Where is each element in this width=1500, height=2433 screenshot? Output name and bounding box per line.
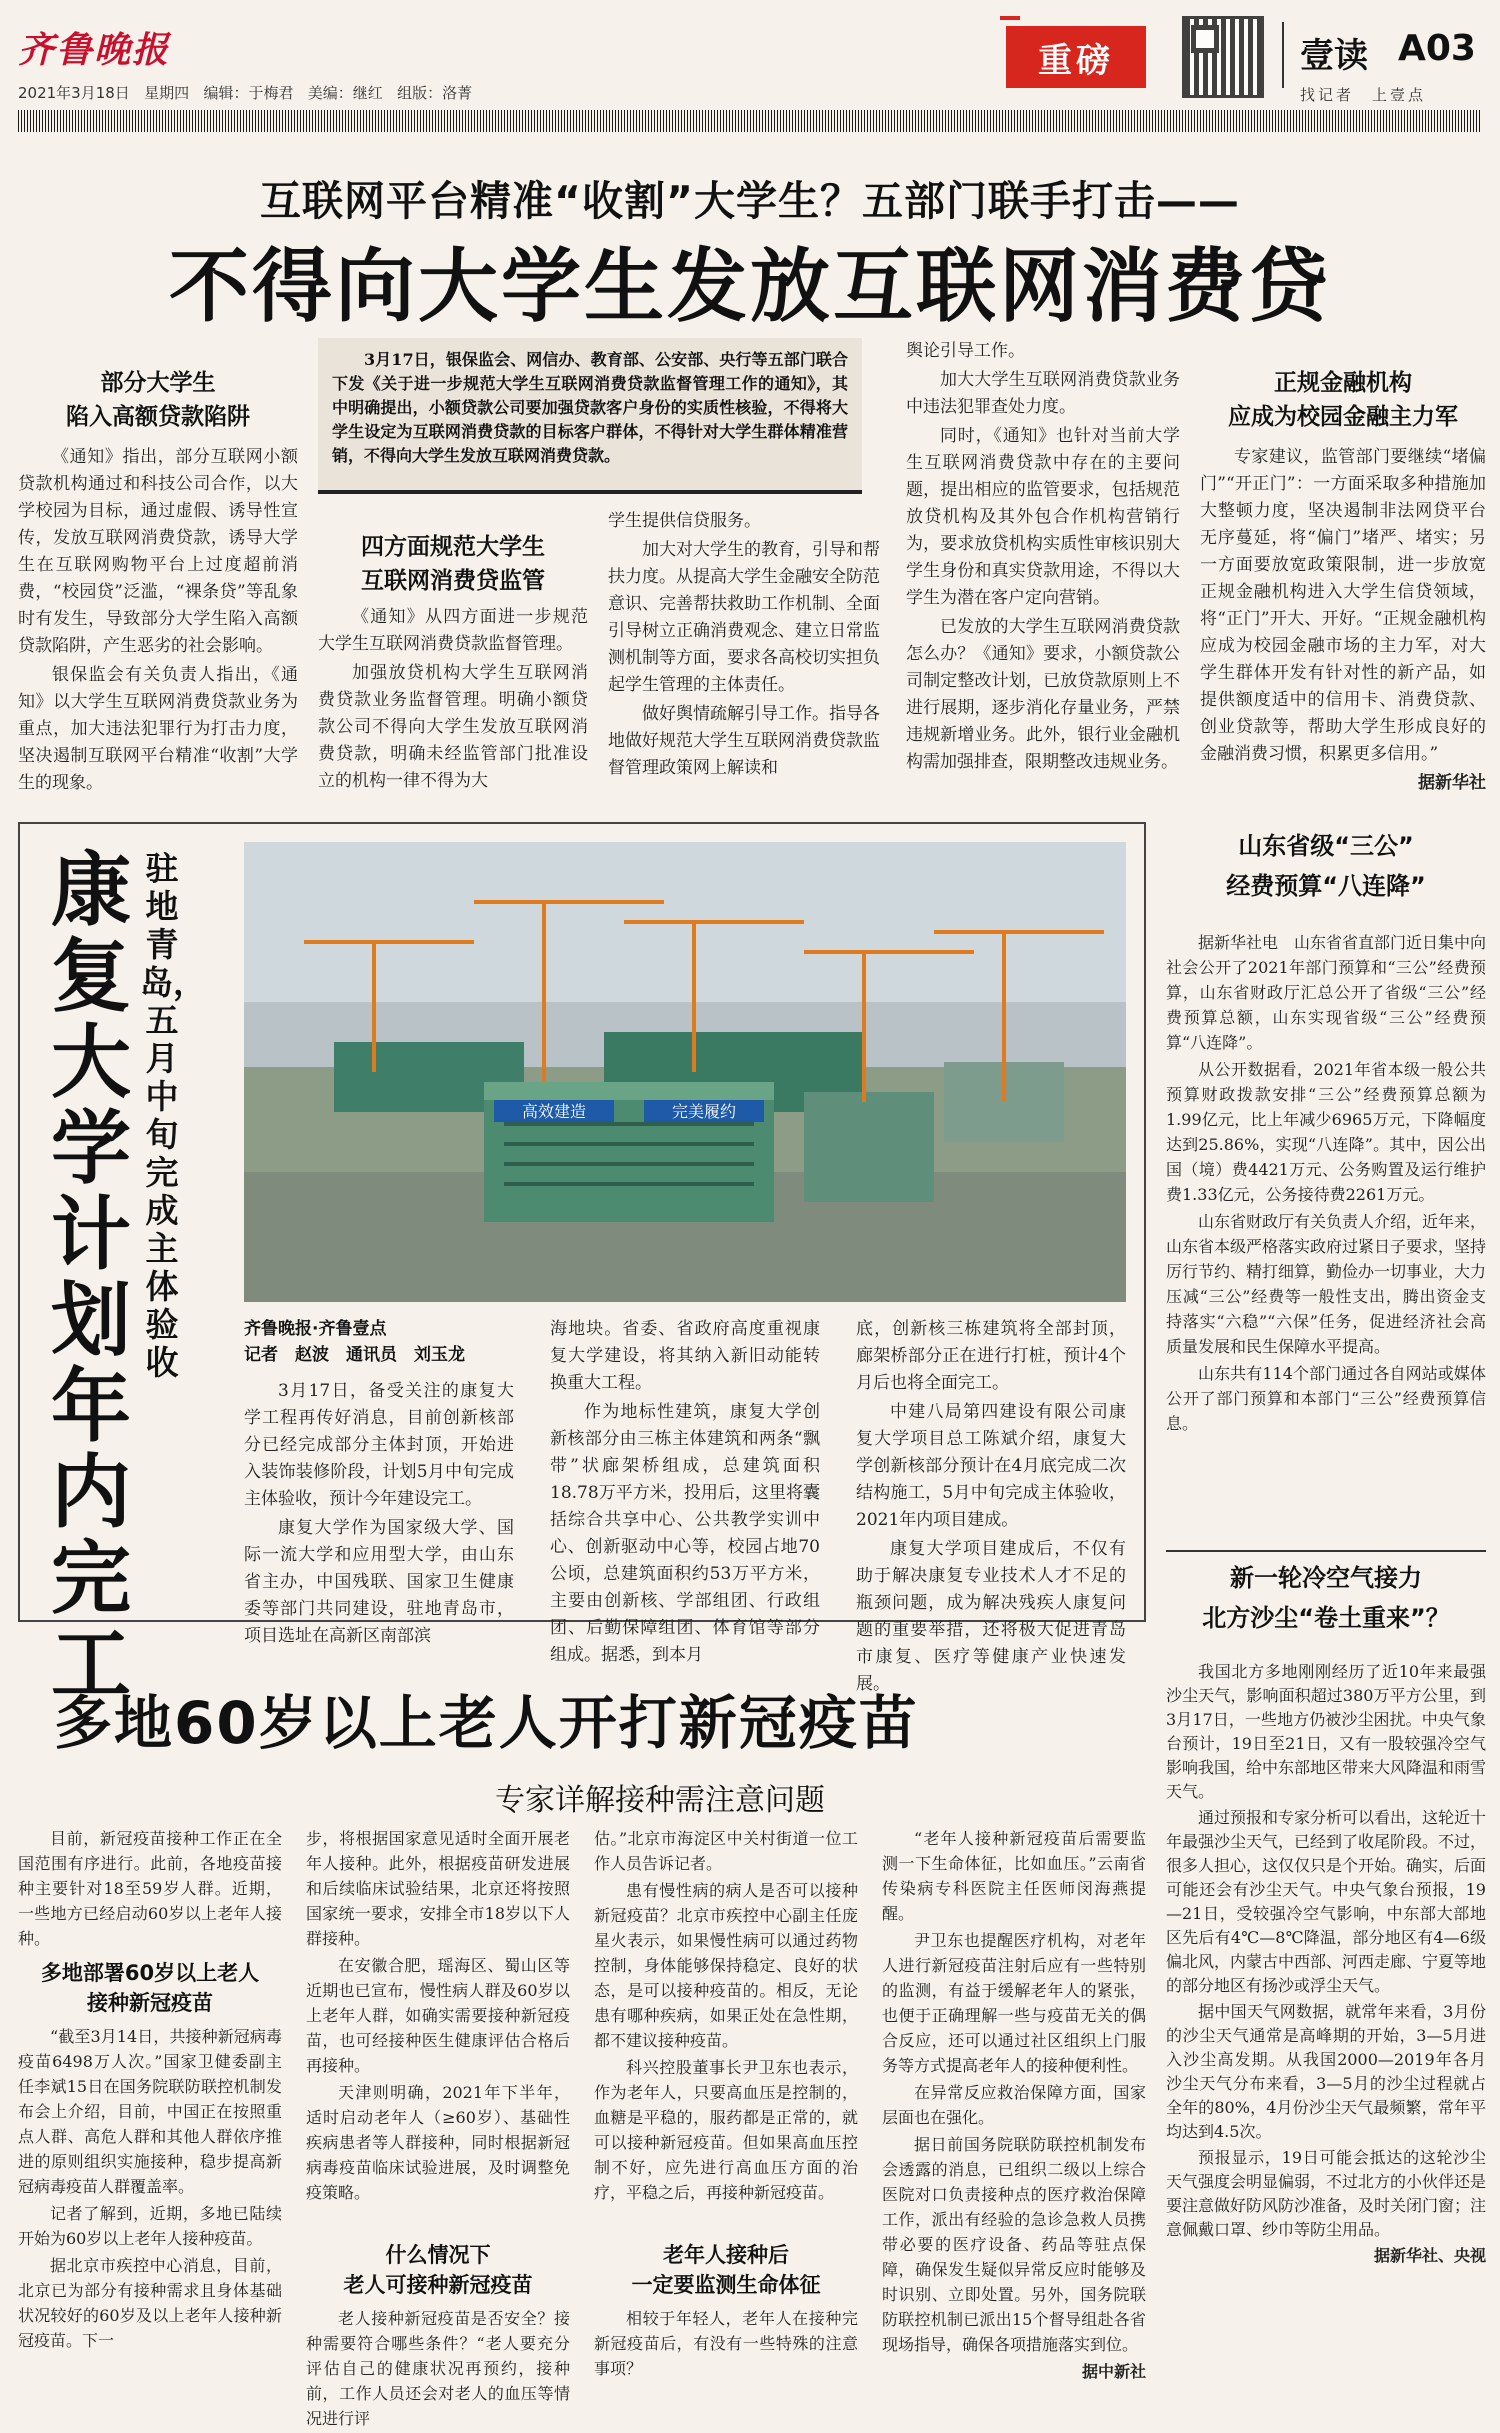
paragraph: “截至3月14日，共接种新冠病毒疫苗6498万人次。”国家卫健委副主任李斌15日在国务院联防联控机制发布会上介绍，目前，中国正在按照重点人群、高危人群和其他人群依序推进的原则组织实施接种，稳步提高新冠病毒疫苗人群覆盖率。 bbox=[18, 2027, 282, 2196]
masthead-divider bbox=[1282, 22, 1284, 88]
paragraph: 山东省财政厅有关负责人介绍，近年来，山东省本级严格落实政府过紧日子要求，坚持厉行节约、精打细算，勤俭办一切事业，大力压减“三公”经费等一般性支出，腾出资金支持落实“六稳”“六保”任务，促进经济社会高质量发展和民生保障水平提高。 bbox=[1166, 1212, 1487, 1356]
news-source: 据新华社、央视 bbox=[1373, 2246, 1486, 2265]
photo-sign-right: 完美履约 bbox=[671, 1102, 737, 1121]
lead-col1-body bbox=[18, 444, 298, 799]
construction-photo bbox=[244, 842, 1126, 1302]
lead-col5-subhead bbox=[1200, 366, 1486, 434]
subhead-line: 老年人接种后 bbox=[663, 2243, 789, 2267]
dateline bbox=[18, 82, 472, 103]
vaccine-col3-body-2 bbox=[594, 2306, 858, 2383]
page-number: A03 bbox=[1398, 28, 1476, 69]
vaccine-col3-body bbox=[594, 1826, 858, 2207]
sidebar-title-line: 经费预算“八连降” bbox=[1226, 872, 1426, 900]
paragraph: 我国北方多地刚刚经历了近10年来最强沙尘天气，影响面积超过380万平方公里，到3月17日，一些地方仍被沙尘困扰。中央气象台预计，19日至21日，又有一股较强冷空气影响我国，给中东部地区带来大风降温和雨雪天气。 bbox=[1166, 1662, 1487, 1801]
photo-sign-left: 高效建造 bbox=[521, 1102, 587, 1121]
sidebar-title-line: 山东省级“三公” bbox=[1238, 832, 1414, 860]
editor-credit: 编辑：于梅君 bbox=[203, 84, 294, 102]
paragraph: 专家建议，监管部门要继续“堵偏门”“开正门”：一方面采取多种措施加大整顿力度，坚决遏制非法网贷平台无序蔓延，将“偏门”堵严、堵实；另一方面要放宽政策限制，进一步放宽正规金融机构进入大学生信贷领域，将“正门”开大、开好。“正规金融机构应成为校园金融市场的主力军，对大学生群体开发有针对性的新产品，如提供额度适中的信用卡、消费贷款、创业贷款等，帮助大学生形成良好的金融消费习惯，积累更多信用。” bbox=[1200, 447, 1486, 764]
paragraph: 加大对大学生的教育，引导和帮扶力度。从提高大学生金融安全防范意识、完善帮扶救助工作机制、全面引导树立正确消费观念、建立日常监测机制等方面，要求各高校切实担负起学生管理的主体责任。 bbox=[608, 540, 880, 695]
issue-date: 2021年3月18日 bbox=[18, 84, 130, 102]
paragraph: 步，将根据国家意见适时全面开展老年人接种。此外，根据疫苗研发进展和后续临床试验结果，北京还将按照国家统一要求，安排全市18岁以下人群接种。 bbox=[306, 1829, 570, 1948]
byline-outlet: 齐鲁晚报·齐鲁壹点 bbox=[244, 1319, 387, 1339]
paragraph: 康复大学项目建成后，不仅有助于解决康复专业技术人才不足的瓶颈问题，成为解决残疾人康复问题的重要举措，还将极大促进青岛市康复、医疗等健康产业快速发展。 bbox=[856, 1539, 1126, 1694]
paragraph: 在安徽合肥，瑶海区、蜀山区等近期也已宣布，慢性病人群及60岁以上老年人群，如确实需要接种新冠疫苗，也可经接种医生健康评估合格后再接种。 bbox=[306, 1956, 570, 2075]
paragraph: 据中国天气网数据，就常年来看，3月份的沙尘天气通常是高峰期的开始，3—5月进入沙尘高发期。从我国2000—2019年各月沙尘天气分布来看，3—5月的沙尘过程就占全年的80%，4月份沙尘天气最频繁，常年平均达到4.5次。 bbox=[1166, 2002, 1486, 2141]
byline-reporters: 记者 赵波 通讯员 刘玉龙 bbox=[244, 1345, 465, 1365]
vaccine-col1-subhead bbox=[18, 1958, 282, 2018]
lead-col1-subhead bbox=[18, 366, 298, 434]
subhead-line: 正规金融机构 bbox=[1274, 370, 1412, 396]
lead-col5-body bbox=[1200, 444, 1486, 799]
paragraph: 银保监会有关负责人指出，《通知》以大学生互联网消费贷款业务为重点，加大违法犯罪行为打击力度，坚决遏制互联网平台精准“收割”大学生的现象。 bbox=[18, 665, 298, 793]
news-source: 据中新社 bbox=[1081, 2362, 1146, 2381]
feature-title: 康复大学计划年内完工 bbox=[51, 844, 131, 1711]
feature-col1-body bbox=[244, 1378, 514, 1652]
paragraph: 加大大学生互联网消费贷款业务中违法犯罪查处力度。 bbox=[906, 370, 1180, 417]
paragraph: 中建八局第四建设有限公司康复大学项目总工陈斌介绍，康复大学创新核部分预计在4月底完成二次结构施工，5月中旬完成主体验收，2021年内项目建成。 bbox=[856, 1402, 1126, 1530]
lead-col3-body bbox=[608, 508, 880, 784]
lead-col2-subhead bbox=[318, 530, 588, 598]
paragraph: 目前，新冠疫苗接种工作正在全国范围有序进行。此前，各地疫苗接种主要针对18至59岁人群。近期，一些地方已经启动60岁以上老年人接种。 bbox=[18, 1829, 282, 1948]
paragraph: 天津则明确，2021年下半年，适时启动老年人（≥60岁）、基础性疾病患者等人群接种，同时根据新冠病毒疫苗临床试验进展，及时调整免疫策略。 bbox=[306, 2083, 570, 2202]
paragraph: 据北京市疾控中心消息，目前，北京已为部分有接种需求且身体基础状况较好的60岁及以上老年人接种新冠疫苗。下一 bbox=[18, 2256, 282, 2350]
vaccine-col3-subhead bbox=[594, 2240, 858, 2300]
sidebar-title-line: 新一轮冷空气接力 bbox=[1230, 1564, 1422, 1592]
feature-col3-body bbox=[856, 1316, 1126, 1700]
section-tag-accent bbox=[1000, 16, 1020, 20]
lead-col4-body bbox=[906, 338, 1180, 778]
news-source: 据新华社 bbox=[1418, 773, 1486, 793]
paragraph: 相较于年轻人，老年人在接种完新冠疫苗后，有没有一些特殊的注意事项？ bbox=[594, 2309, 858, 2378]
vaccine-col2-subhead bbox=[306, 2240, 570, 2300]
paragraph: 舆论引导工作。 bbox=[906, 341, 1025, 361]
paragraph: 患有慢性病的病人是否可以接种新冠疫苗？北京市疾控中心副主任庞星火表示，如果慢性病可以通过药物控制，身体能够保持稳定、良好的状态，是可以接种疫苗的。相反，无论患有哪种疾病，如果正处在急性期，都不建议接种疫苗。 bbox=[594, 1881, 858, 2050]
paragraph: 作为地标性建筑，康复大学创新核部分由三栋主体建筑和两条“飘带”状廊架桥组成，总建筑面积18.78万平方米，投用后，这里将囊括综合共享中心、公共教学实训中心、创新驱动中心等，校园占地70公顷，总建筑面积约53万平方米，主要由创新核、学部组团、行政组团、后勤保障组团、体育馆等部分组成。据悉，到本月 bbox=[550, 1402, 820, 1665]
paragraph: 山东共有114个部门通过各自网站或媒体公开了部门预算和本部门“三公”经费预算信息。 bbox=[1166, 1364, 1486, 1433]
paragraph: 据日前国务院联防联控机制发布会透露的消息，已组织二级以上综合医院对口负责接种点的医疗救治保障工作，派出有经验的急诊急救人员携带必要的医疗设备、药品等驻点保障，确保发生疑似异常反应时能够及时识别、立即处置。另外，国务院联防联控机制已派出15个督导组赴各省现场指导，确保各项措施落实到位。 bbox=[882, 2135, 1146, 2354]
feature-byline bbox=[244, 1316, 544, 1368]
paragraph: 记者了解到，近期，多地已陆续开始为60岁以上老年人接种疫苗。 bbox=[18, 2204, 282, 2248]
paragraph: 已发放的大学生互联网消费贷款怎么办？《通知》要求，小额贷款公司制定整改计划，已放贷款原则上不进行展期，逐步消化存量业务，严禁违规新增业务。此外，银行业金融机构需加强排查，限期整改违规业务。 bbox=[906, 617, 1180, 772]
page-section-name: 壹读 bbox=[1300, 36, 1368, 76]
issue-weekday: 星期四 bbox=[144, 84, 190, 102]
paragraph: 预报显示，19日可能会抵达的这轮沙尘天气强度会明显偏弱，不过北方的小伙伴还是要注意做好防风防沙准备，及时关闭门窗；注意佩戴口罩、纱巾等防尘用品。 bbox=[1166, 2148, 1487, 2239]
paragraph: 康复大学作为国家级大学、国际一流大学和应用型大学，由山东省主办，中国残联、国家卫生健康委等部门共同建设，驻地青岛市，项目选址在高新区南部滨 bbox=[244, 1518, 514, 1646]
section-tag: 重磅 bbox=[1006, 26, 1146, 88]
paragraph: “老年人接种新冠疫苗后需要监测一下生命体征，比如血压。”云南省传染病专科医院主任医师闵海燕提醒。 bbox=[882, 1829, 1146, 1923]
subhead-line: 部分大学生 bbox=[100, 370, 216, 396]
construction-illustration bbox=[244, 842, 1126, 1302]
sidebar-top-body bbox=[1166, 930, 1486, 1438]
subhead-line: 多地部署60岁以上老人 bbox=[40, 1961, 260, 1985]
qr-code-icon[interactable] bbox=[1182, 16, 1264, 98]
paragraph: 科兴控股董事长尹卫东也表示，作为老年人，只要高血压是控制的，血糖是平稳的，服药都是正常的，就可以接种新冠疫苗。但如果高血压控制不好，应先进行高血压方面的治疗，平稳之后，再接种新冠疫苗。 bbox=[594, 2058, 858, 2202]
lead-headline: 不得向大学生发放互联网消费贷 bbox=[169, 240, 1331, 333]
lead-kicker: 互联网平台精准“收割”大学生？五部门联手打击—— bbox=[260, 177, 1240, 225]
paragraph: 在异常反应救治保障方面，国家层面也在强化。 bbox=[882, 2083, 1146, 2127]
vaccine-col2-body bbox=[306, 1826, 570, 2207]
vaccine-col1-body bbox=[18, 1826, 282, 1953]
paragraph: 同时，《通知》也针对当前大学生互联网消费贷款中存在的主要问题，提出相应的监管要求，包括规范放贷机构及其外包合作机构营销行为，要求放贷机构实质性审核识别大学生身份和真实贷款用途，不得以大学生为潜在客户定向营销。 bbox=[906, 426, 1180, 608]
paragraph: 尹卫东也提醒医疗机构，对老年人进行新冠疫苗注射后应有一些特别的监测，有益于缓解老年人的紧张，也便于正确理解一些与疫苗无关的偶合反应，还可以通过社区组织上门服务等方式提高老年人的接种便利性。 bbox=[882, 1931, 1146, 2075]
layout-credit: 组版：洛菁 bbox=[397, 84, 473, 102]
subhead-line: 陷入高额贷款陷阱 bbox=[66, 404, 250, 430]
paragraph: 据新华社电 山东省省直部门近日集中向社会公开了2021年部门预算和“三公”经费预算，山东省财政厅汇总公开了省级“三公”经费预算总额，山东实现省级“三公”经费预算“八连降”。 bbox=[1166, 933, 1487, 1052]
lead-intro: 3月17日，银保监会、网信办、教育部、公安部、央行等五部门联合下发《关于进一步规范大学生互联网消费贷款监督管理工作的通知》，其中明确提出，小额贷款公司要加强贷款客户身份的实质性核验，不得将大学生设定为互联网消费贷款的目标客户群体，不得针对大学生群体精准营销，不得向大学生发放互联网消费贷款。 bbox=[318, 338, 862, 492]
newspaper-logo: 齐鲁晚报 bbox=[18, 29, 171, 71]
paragraph: 学生提供信贷服务。 bbox=[608, 511, 761, 531]
lead-intro-rule bbox=[318, 490, 862, 494]
paragraph: 《通知》指出，部分互联网小额贷款机构通过和科技公司合作，以大学校园为目标，通过虚假、诱导性宣传，发放互联网消费贷款，诱导大学生在互联网购物平台上过度超前消费，“校园贷”泛滥，“裸条贷”等乱象时有发生，导致部分大学生陷入高额贷款陷阱，产生恶劣的社会影响。 bbox=[18, 447, 298, 656]
subhead-line: 一定要监测生命体征 bbox=[631, 2273, 821, 2297]
vaccine-col4-body bbox=[882, 1826, 1146, 2386]
paragraph: 加强放贷机构大学生互联网消费贷款业务监督管理。明确小额贷款公司不得向大学生发放互联网消费贷款，明确未经监管部门批准设立的机构一律不得为大 bbox=[318, 663, 588, 791]
sidebar-title-line: 北方沙尘“卷土重来”？ bbox=[1202, 1604, 1450, 1632]
subhead-line: 老人可接种新冠疫苗 bbox=[343, 2273, 533, 2297]
paragraph: 做好舆情疏解引导工作。指导各地做好规范大学生互联网消费贷款监督管理政策网上解读和 bbox=[608, 704, 880, 778]
designer-credit: 美编：继红 bbox=[307, 84, 383, 102]
editors-line: 找记者 上壹点 bbox=[1300, 86, 1427, 104]
paragraph: 从公开数据看，2021年省本级一般公共预算财政拨款安排“三公”经费预算总额为1.99亿元，比上年减少6965万元，下降幅度达到25.86%，实现“八连降”。其中，因公出国（境）费4421万元、公务购置及运行维护费1.33亿元，公务接待费2261万元。 bbox=[1166, 1060, 1486, 1204]
paragraph: 通过预报和专家分析可以看出，这轮近十年最强沙尘天气，已经到了收尾阶段。不过，很多人担心，这仅仅只是个开始。确实，后面可能还会有沙尘天气。中央气象台预报，19—21日，受较强冷空气影响，中东部大部地区先后有4℃—8℃降温，部分地区有4—6级偏北风，内蒙古中西部、河西走廊、宁夏等地的部分地区有扬沙或浮尘天气。 bbox=[1166, 1808, 1487, 1995]
paragraph: 海地块。省委、省政府高度重视康复大学建设，将其纳入新旧动能转换重大工程。 bbox=[550, 1319, 820, 1393]
masthead-rule bbox=[18, 110, 1482, 132]
paragraph: 3月17日，备受关注的康复大学工程再传好消息，目前创新核部分已经完成部分主体封顶，开始进入装饰装修阶段，计划5月中旬完成主体验收，预计今年建设完工。 bbox=[244, 1381, 514, 1509]
subhead-line: 四方面规范大学生 bbox=[361, 534, 545, 560]
subhead-line: 应成为校园金融主力军 bbox=[1228, 404, 1458, 430]
subhead-line: 互联网消费贷监管 bbox=[361, 568, 545, 594]
feature-kicker: 驻地青岛，五月中旬完成主体验收 bbox=[140, 849, 206, 1382]
lead-col2-body bbox=[318, 604, 588, 797]
feature-col2-body bbox=[550, 1316, 820, 1671]
sidebar-top-header bbox=[1166, 826, 1486, 906]
sidebar-bottom-header bbox=[1166, 1558, 1486, 1638]
sidebar-divider bbox=[1166, 1550, 1486, 1552]
vaccine-headline: 多地60岁以上老人开打新冠疫苗 bbox=[54, 1689, 919, 1757]
paragraph: 老人接种新冠疫苗是否安全？接种需要符合哪些条件？“老人要充分评估自己的健康状况再预约，接种前，工作人员还会对老人的血压等情况进行评 bbox=[306, 2309, 570, 2428]
paragraph: 《通知》从四方面进一步规范大学生互联网消费贷款监督管理。 bbox=[318, 607, 588, 654]
paragraph: 底，创新核三栋建筑将全部封顶，廊架桥部分正在进行打桩，预计4个月后也将全面完工。 bbox=[856, 1319, 1126, 1393]
vaccine-subhead: 专家详解接种需注意问题 bbox=[495, 1783, 825, 1818]
subhead-line: 什么情况下 bbox=[385, 2243, 491, 2267]
subhead-line: 接种新冠疫苗 bbox=[87, 1991, 213, 2015]
vaccine-col1-body-2 bbox=[18, 2024, 282, 2355]
paragraph: 估。”北京市海淀区中关村街道一位工作人员告诉记者。 bbox=[594, 1829, 858, 1873]
